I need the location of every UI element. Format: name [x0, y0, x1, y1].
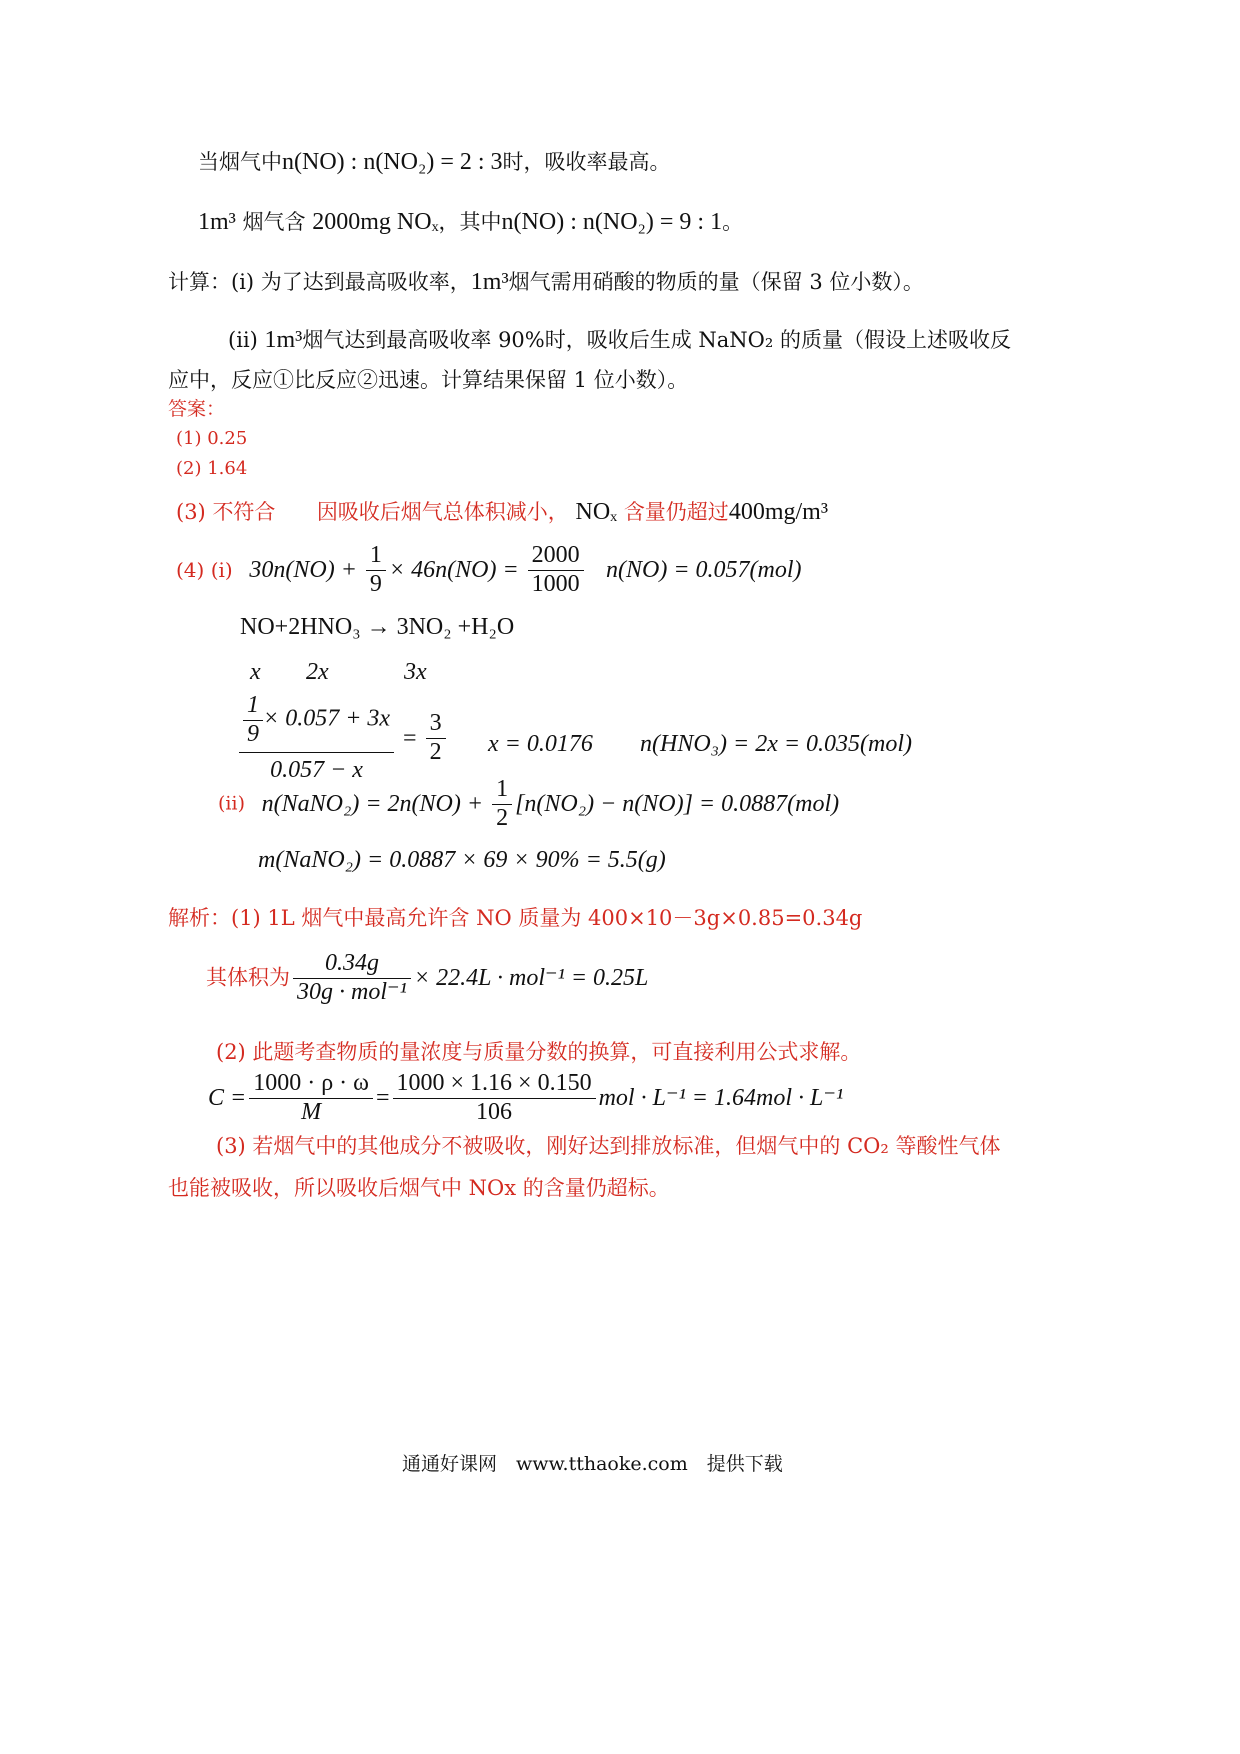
ratio-rhs-den: 2 [429, 738, 442, 765]
p2-eq: = [375, 1085, 390, 1112]
reaction-equation: NO+2HNO₃ → 3NO₂ +H₂O [240, 614, 515, 640]
ratio-inner-fraction [243, 692, 263, 748]
q3-math: 1m³ [470, 269, 509, 295]
stoich-2x: 2x [306, 659, 329, 685]
ii-eq1-rhs: [n(NO₂) − n(NO)] = 0.0887(mol) [515, 791, 840, 818]
p2-f2-den: 106 [476, 1098, 513, 1125]
a4-lhs2: × 46n(NO) = [388, 557, 525, 584]
p2-f1-den: M [301, 1098, 322, 1125]
a4-f2-num: 2000 [528, 542, 584, 571]
ratio-equation [236, 692, 449, 785]
answer-2: (2) 1.64 [176, 458, 248, 479]
answer-4-ii-eq1 [218, 776, 839, 832]
analysis-2: (2) 此题考查物质的量浓度与质量分数的换算，可直接利用公式求解。 [216, 1040, 862, 1064]
p2-f2-num: 1000 × 1.16 × 0.150 [393, 1070, 596, 1099]
q1-pre: 当烟气中 [198, 150, 282, 174]
ii-half-den: 2 [496, 804, 509, 831]
a4-f1-num: 1 [366, 542, 386, 571]
answer-heading: 答案： [168, 398, 226, 420]
answer-4-ii-eq2: m(NaNO₂) = 0.0887 × 69 × 90% = 5.5(g) [258, 847, 666, 873]
stoich-3x: 3x [404, 659, 427, 685]
p1b-fraction [293, 950, 411, 1006]
ii-eq1-lhs: n(NaNO₂) = 2n(NO) + [261, 791, 490, 818]
ratio-numerator [239, 692, 394, 753]
ratio-num-rest: × 0.057 + 3x [263, 705, 391, 732]
q2-text1: 烟气含 [242, 210, 306, 234]
a3-text1: 不符合 [212, 500, 276, 524]
question-line-5: 应中，反应①比反应②迅速。计算结果保留 1 位小数）。 [168, 368, 689, 392]
ratio-eq: = [403, 725, 417, 752]
p1b-num: 0.34g [293, 950, 411, 979]
q4-pre: (ⅱ) [228, 328, 258, 352]
a4-fraction-1 [366, 542, 386, 598]
q3-pre: 计算：(ⅰ) 为了达到最高吸收率， [168, 270, 471, 294]
ratio-inner-num: 1 [243, 692, 263, 721]
ii-half-num: 1 [492, 776, 512, 805]
question-line-2 [198, 210, 743, 234]
a4-label: (4) (ⅰ) [176, 558, 233, 583]
a4-f2-den: 1000 [531, 570, 580, 597]
a3-text2: 因吸收后烟气总体积减小， [316, 500, 569, 524]
p1b-den: 30g · mol⁻¹ [297, 978, 407, 1005]
analysis-2-formula [208, 1070, 843, 1126]
q4-post: 烟气达到最高吸收率 90%时，吸收后生成 NaNO₂ 的质量（假设上述吸收反 [302, 328, 1011, 352]
p1b-post: × 22.4L · mol⁻¹ = 0.25L [413, 965, 649, 992]
answer-4-equation [176, 542, 587, 598]
ii-label: (ⅱ) [218, 792, 245, 815]
ratio-inner-den: 9 [247, 720, 259, 747]
p2-post: mol · L⁻¹ = 1.64mol · L⁻¹ [598, 1085, 844, 1112]
p2-fraction-2 [393, 1070, 596, 1126]
footer-text: 通通好课网 www.tthaoke.com 提供下载 [402, 1453, 783, 1475]
x-value: x = 0.0176 [488, 731, 593, 757]
analysis-3: (3) 若烟气中的其他成分不被吸收，刚好达到排放标准，但烟气中的 CO₂ 等酸性气体 [216, 1134, 1001, 1158]
a4-result: n(NO) = 0.057(mol) [606, 557, 802, 583]
ratio-denominator: 0.057 − x [270, 757, 363, 784]
analysis-1b [206, 950, 648, 1006]
p2-fraction-1 [249, 1070, 373, 1126]
a3-math: NOₓ [575, 499, 618, 525]
q2-math2: 2000mg NOₓ [312, 209, 439, 235]
a4-lhs1: 30n(NO) + [249, 557, 363, 584]
a4-fraction-2 [528, 542, 584, 598]
q2-math1: 1m³ [198, 209, 236, 235]
q1-post: 时，吸收率最高。 [502, 150, 671, 174]
p1b-pre: 其体积为 [206, 965, 290, 990]
question-line-4 [228, 328, 1011, 352]
q1-math: n(NO) : n(NO₂) = 2 : 3 [282, 149, 503, 175]
a3-label: (3) [176, 500, 206, 524]
p2-f1-num: 1000 · ρ · ω [249, 1070, 373, 1099]
ratio-fraction [239, 692, 394, 785]
q2-post: 。 [722, 210, 744, 234]
question-line-3 [168, 270, 924, 294]
stoich-x: x [250, 659, 261, 685]
a3-value: 400mg/m³ [728, 499, 829, 525]
q3-post: 烟气需用硝酸的物质的量（保留 3 位小数）。 [508, 270, 924, 294]
answer-4-nno [606, 558, 802, 582]
ratio-rhs-fraction [426, 710, 446, 766]
ii-half-fraction [492, 776, 512, 832]
q2-math3: n(NO) : n(NO₂) = 9 : 1 [501, 209, 723, 235]
q2-text2: ，其中 [438, 210, 502, 234]
answer-1: (1) 0.25 [176, 428, 248, 449]
ratio-rhs-num: 3 [426, 710, 446, 739]
a4-f1-den: 9 [369, 570, 382, 597]
p2-c: C = [208, 1085, 247, 1112]
analysis-3b: 也能被吸收，所以吸收后烟气中 NOx 的含量仍超标。 [168, 1176, 670, 1200]
a3-text3: 含量仍超过 [623, 500, 729, 524]
answer-3 [176, 500, 828, 524]
hno3-amount: n(HNO₃) = 2x = 0.035(mol) [640, 731, 913, 757]
analysis-1: 解析：(1) 1L 烟气中最高允许含 NO 质量为 400×10－3g×0.85=0.34g [168, 906, 863, 930]
q4-math: 1m³ [264, 327, 303, 353]
question-line-1 [198, 150, 671, 174]
